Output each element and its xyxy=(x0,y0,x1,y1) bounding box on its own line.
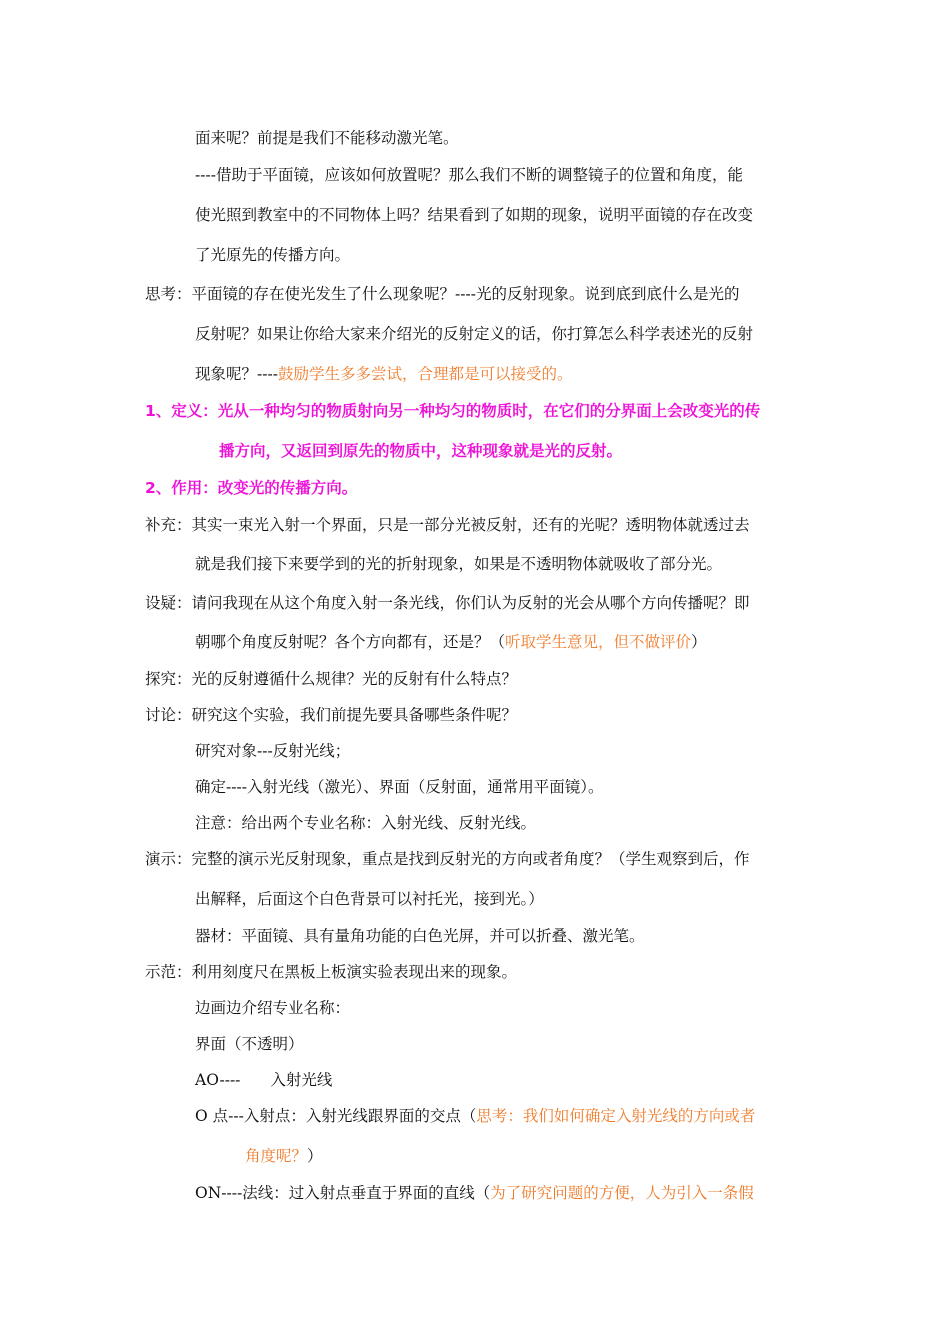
teaching-note: 角度呢？ xyxy=(245,1147,308,1165)
text-run: ----借助于平面镜，应该如何放置呢？那么我们不断的调整镜子的位置和角度，能 xyxy=(195,166,743,184)
paragraph-line xyxy=(195,1034,304,1054)
function-heading xyxy=(145,478,357,498)
text-run: ON----法线：过入射点垂直于界面的直线（ xyxy=(195,1184,491,1202)
paragraph-line xyxy=(195,926,645,946)
text-run: 界面（不透明） xyxy=(195,1035,304,1053)
demo-paragraph xyxy=(145,849,750,869)
definition-continuation xyxy=(219,441,622,461)
text-run: 设疑：请问我现在从这个角度入射一条光线，你们认为反射的光会从哪个方向传播呢？即 xyxy=(145,594,750,612)
definition-heading xyxy=(145,401,760,421)
paragraph-line xyxy=(195,632,707,652)
text-run: 示范：利用刻度尺在黑板上板演实验表现出来的现象。 xyxy=(145,963,518,981)
paragraph-line xyxy=(195,245,350,265)
paragraph-line xyxy=(195,813,536,833)
paragraph-line xyxy=(195,777,603,797)
teaching-note: 思考：我们如何确定入射光线的方向或者 xyxy=(476,1107,756,1125)
text-run: 注意：给出两个专业名称：入射光线、反射光线。 xyxy=(195,814,537,832)
teaching-note: 为了研究问题的方便，人为引入一条假 xyxy=(490,1184,754,1202)
teaching-note: 鼓励学生多多尝试，合理都是可以接受的。 xyxy=(277,365,573,383)
paragraph-line xyxy=(195,205,753,225)
paragraph-line xyxy=(195,741,350,761)
text-run: 研究对象---反射光线； xyxy=(195,742,351,760)
question-paragraph xyxy=(145,593,750,613)
paragraph-line xyxy=(195,324,753,344)
paragraph-line xyxy=(195,889,544,909)
text-run: 反射呢？如果让你给大家来介绍光的反射定义的话，你打算怎么科学表述光的反射 xyxy=(195,325,754,343)
paragraph-line xyxy=(195,128,459,148)
text-run: 2、作用：改变光的传播方向。 xyxy=(145,479,358,497)
text-run: 入射光线 xyxy=(270,1071,333,1089)
example-paragraph xyxy=(145,962,517,982)
paragraph-line xyxy=(195,998,350,1018)
text-run: 演示：完整的演示光反射现象，重点是找到反射光的方向或者角度？（学生观察到后，作 xyxy=(145,850,750,868)
paragraph-line xyxy=(195,554,722,574)
text-run: 讨论：研究这个实验，我们前提先要具备哪些条件呢？ xyxy=(145,706,518,724)
paragraph-line xyxy=(195,165,743,185)
discuss-paragraph xyxy=(145,705,517,725)
text-run: 边画边介绍专业名称： xyxy=(195,999,351,1017)
paragraph-line xyxy=(195,1070,332,1090)
explore-paragraph xyxy=(145,669,517,689)
text-run: ） xyxy=(307,1147,323,1165)
text-run: 器材：平面镜、具有量角功能的白色光屏，并可以折叠、激光笔。 xyxy=(195,927,645,945)
text-run: 确定----入射光线（激光）、界面（反射面，通常用平面镜）。 xyxy=(195,778,604,796)
text-run: ） xyxy=(691,633,707,651)
supplement-paragraph xyxy=(145,515,750,535)
text-run: 出解释，后面这个白色背景可以衬托光，接到光。） xyxy=(195,890,544,908)
text-run: 思考：平面镜的存在使光发生了什么现象呢？----光的反射现象。说到底到底什么是光的 xyxy=(145,285,740,303)
paragraph-line xyxy=(195,364,572,384)
text-run: AO---- xyxy=(195,1071,241,1089)
text-run: 使光照到教室中的不同物体上吗？结果看到了如期的现象，说明平面镜的存在改变 xyxy=(195,206,754,224)
text-run: 面来呢？前提是我们不能移动激光笔。 xyxy=(195,129,459,147)
paragraph-line xyxy=(245,1146,323,1166)
paragraph-line xyxy=(195,1106,755,1126)
text-run: 了光原先的传播方向。 xyxy=(195,246,351,264)
text-run: 播方向，又返回到原先的物质中，这种现象就是光的反射。 xyxy=(219,442,623,460)
text-run: 补充：其实一束光入射一个界面，只是一部分光被反射，还有的光呢？透明物体就透过去 xyxy=(145,516,750,534)
teaching-note: 听取学生意见，但不做评价 xyxy=(505,633,692,651)
text-run: 1、定义：光从一种均匀的物质射向另一种均匀的物质时，在它们的分界面上会改变光的传 xyxy=(145,402,761,420)
text-run: O 点---入射点：入射光线跟界面的交点（ xyxy=(195,1107,477,1125)
text-run: 探究：光的反射遵循什么规律？光的反射有什么特点？ xyxy=(145,670,518,688)
text-run: 现象呢？---- xyxy=(195,365,278,383)
text-run: 就是我们接下来要学到的光的折射现象，如果是不透明物体就吸收了部分光。 xyxy=(195,555,723,573)
paragraph-line xyxy=(195,1183,754,1203)
think-paragraph xyxy=(145,284,739,304)
text-run: 朝哪个角度反射呢？各个方向都有，还是？（ xyxy=(195,633,506,651)
